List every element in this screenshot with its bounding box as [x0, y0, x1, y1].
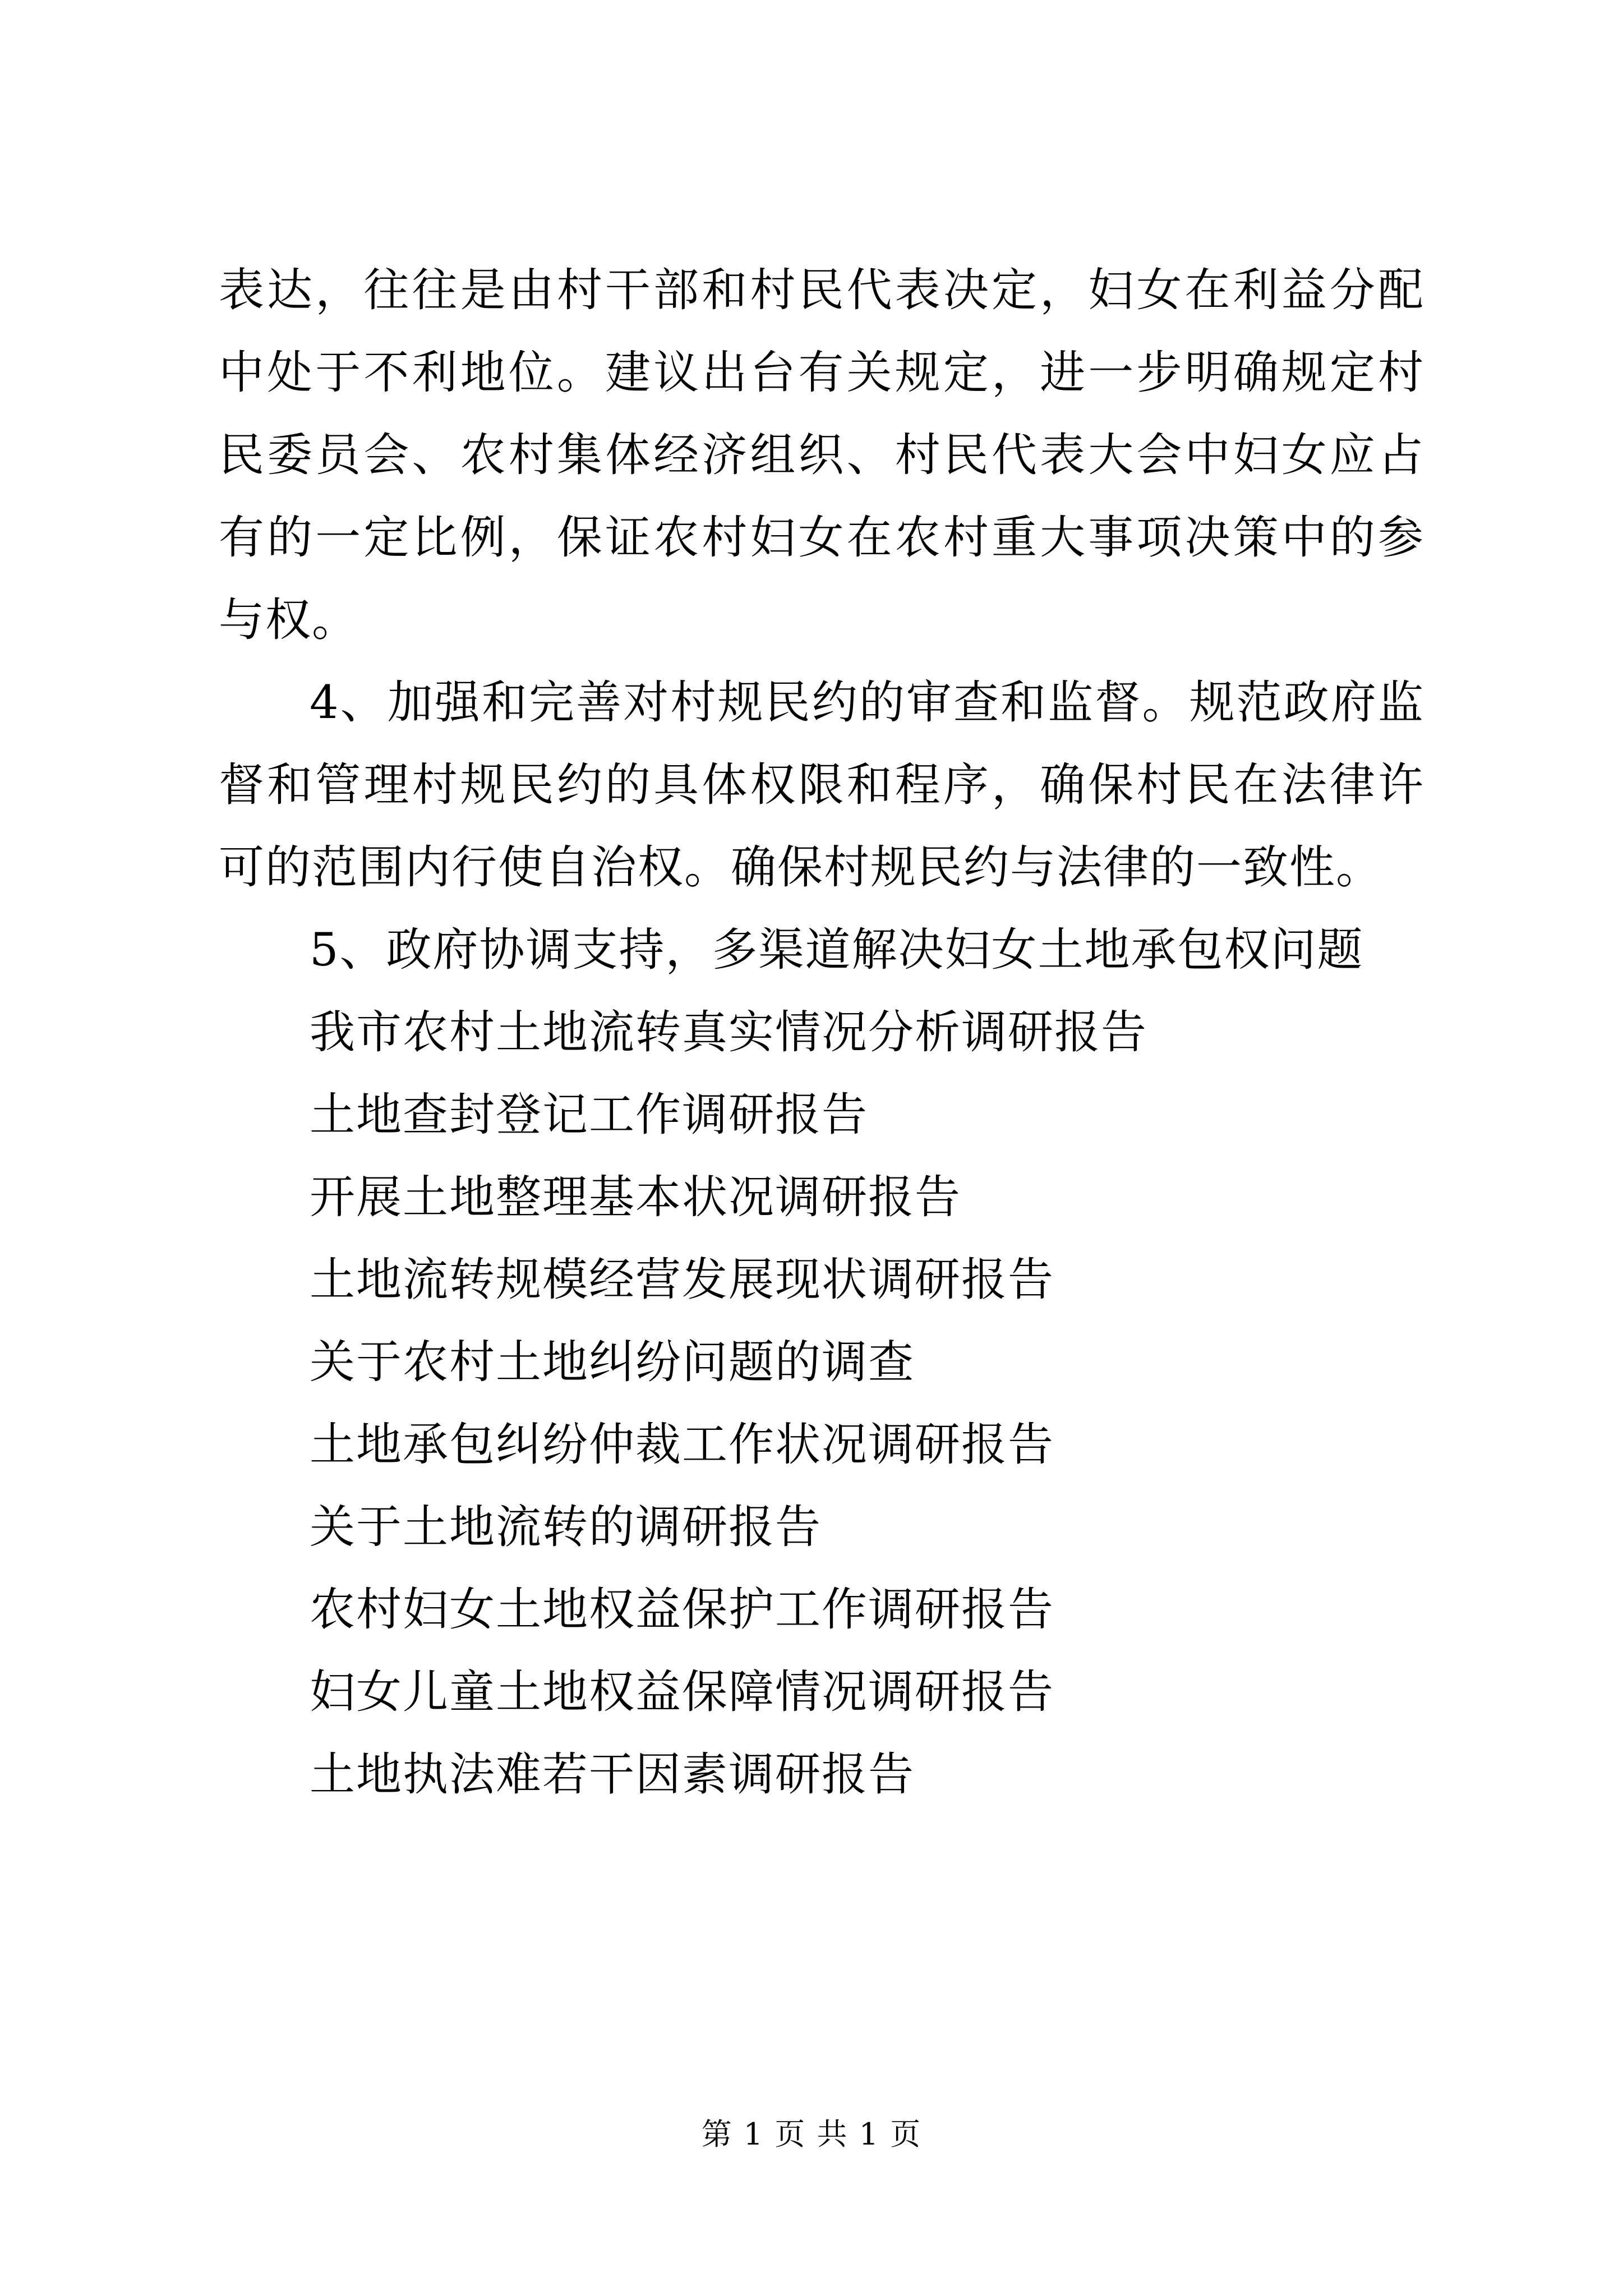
list-item: 我市农村土地流转真实情况分析调研报告 — [310, 1006, 1148, 1059]
paragraph-item-4: 4、加强和完善对村规民约的审查和监督。规范政府监督和管理村规民约的具体权限和程序，确保村民在法律许可的范围内行使自治权。确保村规民约与法律的一致性。 — [219, 677, 1424, 894]
paragraph-item-5: 5、政府协调支持，多渠道解决妇女土地承包权问题 — [310, 924, 1364, 977]
page-number-label: 第 1 页 共 1 页 — [701, 2116, 922, 2152]
list-item: 妇女儿童土地权益保障情况调研报告 — [310, 1666, 1055, 1719]
list-item: 土地查封登记工作调研报告 — [310, 1089, 869, 1142]
list-item: 关于农村土地纠纷问题的调查 — [310, 1336, 915, 1389]
document-body — [219, 250, 1424, 1816]
paragraph-continuation: 表达，往往是由村干部和村民代表决定，妇女在利益分配中处于不利地位。建议出台有关规定，进一步明确规定村民委员会、农村集体经济组织、村民代表大会中妇女应占有的一定比例，保证农村妇女在农村重大事项决策中的参与权。 — [219, 264, 1424, 647]
page-footer — [0, 2115, 1623, 2154]
list-item: 土地承包纠纷仲裁工作状况调研报告 — [310, 1419, 1055, 1471]
list-item: 开展土地整理基本状况调研报告 — [310, 1171, 962, 1224]
list-item: 土地流转规模经营发展现状调研报告 — [310, 1254, 1055, 1306]
list-item: 农村妇女土地权益保护工作调研报告 — [310, 1584, 1055, 1636]
list-item: 土地执法难若干因素调研报告 — [310, 1749, 915, 1801]
list-item: 关于土地流转的调研报告 — [310, 1501, 822, 1554]
related-titles-list — [219, 992, 1424, 1816]
